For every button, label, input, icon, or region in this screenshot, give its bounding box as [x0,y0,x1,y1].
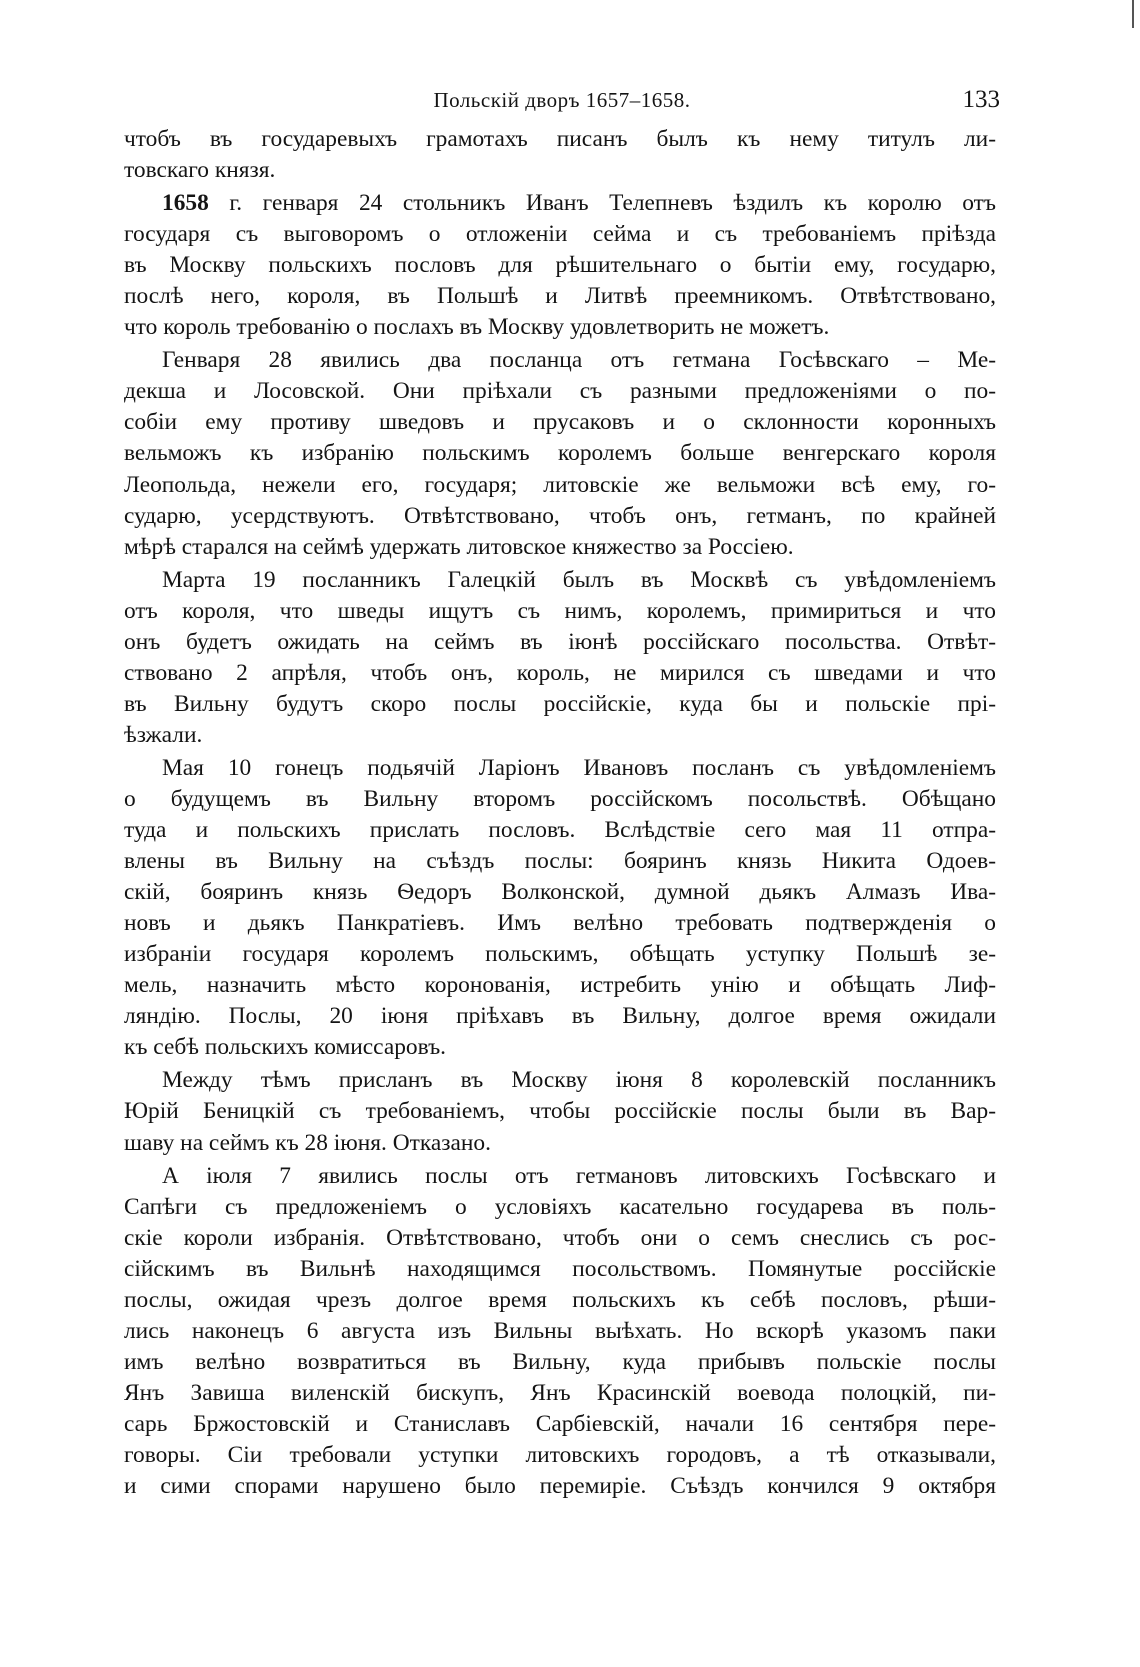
line-text: собіи ему противу шведовъ и прусаковъ и о склонности коронныхъ [124,409,996,436]
line-text: товскаго князя. [124,157,276,184]
text-line [124,815,996,846]
text-line [124,1223,996,1254]
text-line [124,1161,996,1192]
line-text: къ себѣ польскихъ комиссаровъ. [124,1034,447,1061]
text-line [124,939,996,970]
text-line [124,376,996,407]
text-line [124,970,996,1001]
line-text: ствовано 2 апрѣля, чтобъ онъ, король, не мирился съ шведами и что [124,659,996,686]
line-text: шаву на сеймъ къ 28 іюня. Отказано. [124,1129,491,1156]
text-line [124,1409,996,1440]
line-text: Марта 19 посланникъ Галецкій былъ въ Москвѣ съ увѣдомленіемъ [162,566,996,593]
line-text: скіе короли избранія. Отвѣтствовано, чтобъ они о семъ снеслись съ рос- [124,1224,996,1251]
running-title: Польскій дворъ 1657–1658. [433,88,691,112]
text-line [124,470,996,501]
line-text: ѣзжали. [124,721,203,748]
paragraph [124,188,996,343]
line-text: отъ короля, что шведы ищутъ съ нимъ, королемъ, примириться и что [124,597,996,624]
text-line [124,1254,996,1285]
text-line [124,627,996,658]
line-text: влены въ Вильну на съѣздъ послы: бояринъ князь Никита Одоев- [124,848,996,875]
line-text: Генваря 28 явились два посланца отъ гетмана Госѣвскаго – Ме- [162,347,996,374]
text-line [124,1001,996,1032]
text-line [124,689,996,720]
line-text: сударю, усердствуютъ. Отвѣтствовано, чтобъ онъ, гетманъ, по крайней [124,502,996,529]
paragraph [124,1161,996,1503]
line-text: сарь Бржостовскій и Станиславъ Сарбіевскій, начали 16 сентября пере- [124,1410,996,1437]
text-line [124,1471,996,1502]
paragraph [124,345,996,562]
line-text: въ Москву польскихъ пословъ для рѣшительнаго о бытіи ему, государю, [124,252,996,279]
line-text: А іюля 7 явились послы отъ гетмановъ литовскихъ Госѣвскаго и [162,1162,996,1189]
line-text: Мая 10 гонецъ подьячій Ларіонъ Ивановъ посланъ съ увѣдомленіемъ [162,754,996,781]
text-line [124,188,996,219]
text-line [124,501,996,532]
text-line [124,124,996,155]
line-text: имъ велѣно возвратиться въ Вильну, куда прибывъ польскіе послы [124,1348,996,1375]
text-line [124,1065,996,1096]
line-text: послѣ него, короля, въ Польшѣ и Литвѣ преемникомъ. Отвѣтствовано, [124,283,996,310]
text-line [124,1192,996,1223]
line-text: декша и Лосовской. Они пріѣхали съ разными предложеніями о по- [124,378,996,405]
text-line [124,908,996,939]
text-line [124,1096,996,1127]
paragraph [124,565,996,751]
line-text: скій, бояринъ князь Ѳедоръ Волконской, думной дьякъ Алмазъ Ива- [124,879,996,906]
text-line [124,1128,996,1159]
line-text: о будущемъ въ Вильну второмъ россійскомъ посольствѣ. Обѣщано [124,785,996,812]
line-text: ляндію. Послы, 20 іюня пріѣхавъ въ Вильну, долгое время ожидали [124,1003,996,1030]
text-line [124,532,996,563]
line-text: лись наконецъ 6 августа изъ Вильны выѣхать. Но вскорѣ указомъ паки [124,1317,996,1344]
text-line [124,219,996,250]
line-text: г. генваря 24 стольникъ Иванъ Телепневъ ѣздилъ къ королю отъ [208,190,996,217]
text-line [124,438,996,469]
scan-edge-mark [1132,0,1134,28]
text-line [124,596,996,627]
text-line [124,1440,996,1471]
text-line [124,658,996,689]
line-text: государя съ выговоромъ о отложеніи сейма и съ требованіемъ пріѣзда [124,221,996,248]
text-line [124,345,996,376]
line-text: мѣрѣ старался на сеймѣ удержать литовское княжество за Россіею. [124,533,794,560]
paragraph [124,753,996,1063]
running-header [124,82,1000,118]
line-text: новъ и дьякъ Панкратіевъ. Имъ велѣно требовать подтвержденія о [124,910,996,937]
paragraph [124,1065,996,1158]
line-text: Юрій Беницкій съ требованіемъ, чтобы россійскіе послы были въ Вар- [124,1098,996,1125]
line-text: въ Вильну будутъ скоро послы россійскіе, куда бы и польскіе прі- [124,690,996,717]
text-line [124,846,996,877]
page-number: 133 [962,86,1000,113]
body-text [124,124,996,1502]
line-text: Янъ Завиша виленскій бискупъ, Янъ Красинскій воевода полоцкій, пи- [124,1379,996,1406]
line-text: и сими спорами нарушено было перемиріе. Съѣздъ кончился 9 октября [124,1473,996,1500]
line-text: туда и польскихъ прислать пословъ. Вслѣдствіе сего мая 11 отпра- [124,817,996,844]
line-text: послы, ожидая чрезъ долгое время польскихъ къ себѣ пословъ, рѣши- [124,1286,996,1313]
text-line [124,784,996,815]
line-text: Сапѣги съ предложеніемъ о условіяхъ касательно государева въ поль- [124,1193,996,1220]
text-line [124,720,996,751]
line-text: вельможъ къ избранію польскимъ королемъ больше венгерскаго короля [124,440,996,467]
line-text: мель, назначить мѣсто коронованія, истребить унію и обѣщать Лиф- [124,972,996,999]
text-line [124,753,996,784]
line-text: избраніи государя королемъ польскимъ, обѣщать уступку Польшѣ зе- [124,941,996,968]
text-line [124,312,996,343]
text-line [124,565,996,596]
text-line [124,1285,996,1316]
line-text: чтобъ въ государевыхъ грамотахъ писанъ былъ къ нему титулъ ли- [124,126,996,152]
text-line [124,1316,996,1347]
line-text: сійскимъ въ Вильнѣ находящимся посольствомъ. Помянутые россійскіе [124,1255,996,1282]
line-text: что король требованію о послахъ въ Москву удовлетворить не можетъ. [124,314,830,341]
text-line [124,877,996,908]
line-text: Леопольда, нежели его, государя; литовскіе же вельможи всѣ ему, го- [124,471,996,498]
text-line [124,1378,996,1409]
text-line [124,281,996,312]
line-text: онъ будетъ ожидать на сеймъ въ іюнѣ россійскаго посольства. Отвѣт- [124,628,996,655]
text-line [124,1032,996,1063]
line-text: говоры. Сіи требовали уступки литовскихъ городовъ, а тѣ отказывали, [124,1441,996,1468]
paragraph [124,124,996,186]
year-lead: 1658 [162,190,209,217]
text-line [124,1347,996,1378]
text-line [124,250,996,281]
line-text: Между тѣмъ присланъ въ Москву іюня 8 королевскій посланникъ [162,1067,996,1094]
text-line [124,155,996,186]
text-line [124,407,996,438]
